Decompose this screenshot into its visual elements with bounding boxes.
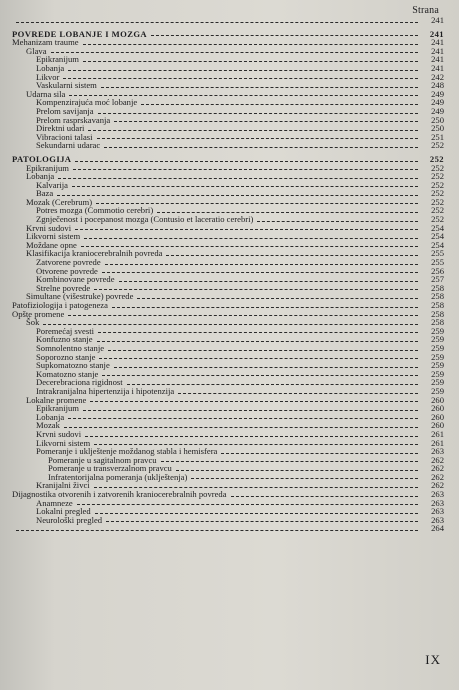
toc-page-number: 261: [431, 437, 444, 448]
toc-entry-title: Potres mozga (Commotio cerebri): [36, 205, 154, 216]
dot-leader: [127, 384, 418, 385]
toc-page-number: 250: [431, 123, 444, 134]
toc-page-number: 262: [431, 480, 444, 491]
toc-entry-title: Kalvarija: [36, 179, 68, 190]
toc-page-number: 249: [431, 105, 444, 116]
toc-entry-title: Likvorni sistem: [26, 231, 81, 242]
toc-page-number: 260: [431, 420, 444, 431]
dot-leader: [95, 513, 418, 514]
toc-entry: [12, 38, 444, 47]
toc-page-number: 252: [431, 214, 444, 225]
dot-leader: [257, 221, 418, 222]
toc-page-number: 258: [431, 300, 444, 310]
toc-page-number: 252: [431, 162, 444, 173]
toc-page-number: 262: [431, 463, 444, 474]
toc-entry-title: Kompenzirajuća moć lobanje: [36, 97, 138, 108]
toc-section-heading: [12, 155, 444, 164]
toc-entry-title: Epikranijum: [26, 162, 69, 173]
dot-leader: [98, 332, 418, 333]
dot-leader: [101, 87, 418, 88]
toc-page-number: 257: [431, 274, 444, 285]
toc-entry: [12, 55, 444, 64]
toc-entry-title: Udarna sila: [26, 88, 66, 99]
toc-entry-title: Klasifikacija kraniocerebralnih povreda: [26, 248, 163, 259]
dot-leader: [58, 178, 418, 179]
toc-entry: [12, 172, 444, 181]
toc-page-number: 241: [431, 54, 444, 65]
toc-page-number: 252: [431, 171, 444, 182]
toc-page-number: 263: [431, 514, 444, 525]
toc-entry-title: Epikranijum: [36, 54, 79, 65]
dot-leader: [119, 281, 418, 282]
toc-page-number: 258: [431, 308, 444, 319]
dot-leader: [69, 95, 418, 96]
toc-page-number: 254: [431, 239, 444, 250]
dot-leader: [114, 367, 418, 368]
toc-entry-title: Glava: [26, 45, 47, 56]
dot-leader: [73, 169, 418, 170]
dot-leader: [88, 130, 418, 131]
toc-entry-title: Lokalni pregled: [36, 506, 91, 517]
toc-page-number: 249: [431, 97, 444, 108]
toc-page-number: 258: [431, 291, 444, 302]
toc-entry-title: Supkomatozno stanje: [36, 360, 110, 371]
dot-leader: [97, 341, 418, 342]
toc-entry-title: Intrakranijalna hipertenzija i hipotenzija: [36, 385, 175, 396]
dot-leader: [166, 255, 418, 256]
dot-leader: [75, 229, 418, 230]
dot-leader: [77, 504, 418, 505]
dot-leader: [151, 35, 418, 36]
toc-page-number: 259: [431, 334, 444, 345]
page-column-header: Strana: [412, 5, 439, 16]
toc-entry-title: Strelne povrede: [36, 282, 91, 293]
toc-entry-title: Likvorni sistem: [36, 437, 91, 448]
dot-leader: [102, 375, 418, 376]
toc-page-number: 255: [431, 257, 444, 268]
toc-page-number: 263: [431, 446, 444, 457]
dot-leader: [161, 461, 418, 462]
toc-page-number: 241: [429, 28, 444, 39]
toc-page-number: 262: [431, 471, 444, 482]
toc-page-number: 258: [431, 317, 444, 328]
toc-entry: [12, 181, 444, 190]
toc-entry-title: Patofiziologija i patogeneza: [12, 300, 108, 310]
toc-entry-title: Lobanja: [26, 171, 55, 182]
dot-leader: [94, 289, 418, 290]
toc-entry-title: Soporozno stanje: [36, 351, 96, 362]
toc-entry-title: Lokalne promene: [26, 394, 87, 405]
toc-page-number: 260: [431, 403, 444, 414]
dot-leader: [84, 238, 418, 239]
dot-leader: [94, 487, 418, 488]
dot-leader: [72, 186, 418, 187]
toc-page-number: 264: [431, 523, 444, 534]
toc-entry-title: Prelom rasprskavanja: [36, 114, 111, 125]
toc-page-number: 248: [431, 80, 444, 91]
dot-leader: [157, 212, 418, 213]
toc-entry: [12, 81, 444, 90]
toc-entry-title: Zgnječenost i pocepanost mozga (Contusio et laceratio cerebri): [36, 214, 254, 225]
toc-page-number: 256: [431, 265, 444, 276]
toc-entry: [12, 215, 444, 224]
toc-page-number: 259: [431, 385, 444, 396]
dot-leader: [137, 298, 418, 299]
dot-leader: [68, 315, 418, 316]
toc-page-number: 249: [431, 88, 444, 99]
toc-page-number: 251: [431, 131, 444, 142]
dot-leader: [99, 358, 418, 359]
toc-entry-title: Konfuzno stanje: [36, 334, 93, 345]
toc-page-number: 254: [431, 231, 444, 242]
toc-entry-title: PATOLOGIJA: [12, 153, 72, 164]
toc-entry: [12, 64, 444, 73]
toc-page-number: 263: [431, 497, 444, 508]
toc-entry: [12, 141, 444, 150]
toc-entry-title: Lobanja: [36, 62, 65, 73]
toc-entry-title: Neurološki pregled: [36, 514, 103, 525]
toc-page-number: 258: [431, 282, 444, 293]
dot-leader: [178, 393, 418, 394]
dot-leader: [85, 436, 418, 437]
toc-page-number: 259: [431, 377, 444, 388]
toc-entry-title: Mozak: [36, 420, 60, 431]
toc-entry-title: Anamneze: [36, 497, 73, 508]
toc-page-number: 252: [431, 196, 444, 207]
toc-entry-title: Somnolentno stanje: [36, 342, 105, 353]
toc-entry: [12, 516, 444, 525]
toc-entry-title: Prelom savijanja: [36, 105, 94, 116]
toc-entry-title: Decerebraciona rigidnost: [36, 377, 123, 388]
dot-leader: [231, 496, 418, 497]
dot-leader: [176, 470, 418, 471]
toc-page-number: 241: [431, 37, 444, 48]
dot-leader: [43, 324, 418, 325]
toc-page-number: 252: [431, 205, 444, 216]
toc-entry-title: Opšte promene: [12, 308, 65, 319]
toc-entry: [12, 404, 444, 413]
toc-page-number: 241: [431, 45, 444, 56]
toc-page-number: 260: [431, 394, 444, 405]
dot-leader: [96, 203, 418, 204]
toc-entry-title: Pomeranje u transverzalnom pravcu: [48, 463, 172, 474]
toc-page-number: 241: [431, 15, 444, 25]
dot-leader: [90, 401, 418, 402]
toc-entry-title: Sekundarni udarac: [36, 140, 101, 151]
dot-leader: [68, 70, 418, 71]
dot-leader: [51, 52, 418, 53]
toc-page-number: 252: [431, 179, 444, 190]
dot-leader: [83, 61, 418, 62]
toc-entry-title: Zatvorene povrede: [36, 257, 101, 268]
dot-leader: [112, 307, 418, 308]
dot-leader: [106, 521, 418, 522]
toc-entry: [12, 16, 444, 25]
toc-entry-title: Krvni sudovi: [36, 428, 82, 439]
dot-leader: [98, 113, 418, 114]
toc-entry-title: Lobanja: [36, 411, 65, 422]
toc-page-number: 252: [431, 188, 444, 199]
toc-page-number: 259: [431, 351, 444, 362]
dot-leader: [114, 121, 418, 122]
dot-leader: [64, 427, 418, 428]
toc-entry-title: Infratentorijalna pomeranja (uklještenja): [48, 471, 188, 482]
toc-entry: [12, 413, 444, 422]
dot-leader: [105, 264, 418, 265]
toc-entry-title: Epikranijum: [36, 403, 79, 414]
toc-page-number: 250: [431, 114, 444, 125]
toc-page-number: 259: [431, 342, 444, 353]
toc-page-number: 259: [431, 325, 444, 336]
toc-page-number: 252: [431, 140, 444, 151]
table-of-contents: [12, 16, 444, 533]
toc-entry-title: Komatozno stanje: [36, 368, 99, 379]
toc-entry-title: Krvni sudovi: [26, 222, 72, 233]
toc-entry-title: Vibracioni talasi: [36, 131, 93, 142]
toc-entry-title: POVREDE LOBANJE I MOZGA: [12, 28, 148, 39]
toc-page-number: 254: [431, 222, 444, 233]
toc-page-number: 261: [431, 428, 444, 439]
dot-leader: [104, 147, 418, 148]
toc-entry: [12, 164, 444, 173]
dot-leader: [102, 272, 418, 273]
dot-leader: [75, 161, 418, 162]
dot-leader: [97, 138, 418, 139]
dot-leader: [68, 418, 418, 419]
page-folio: IX: [425, 652, 441, 667]
toc-page-number: 242: [431, 71, 444, 82]
toc-entry-title: Mozak (Cerebrum): [26, 196, 93, 207]
dot-leader: [16, 22, 418, 23]
toc-entry: [12, 301, 444, 310]
toc-entry-title: Poremećaj svesti: [36, 325, 94, 336]
toc-page-number: 263: [431, 489, 444, 500]
dot-leader: [83, 44, 418, 45]
toc-page-number: 255: [431, 248, 444, 259]
toc-entry-title: Likvor: [36, 71, 60, 82]
toc-page-number: 259: [431, 360, 444, 371]
toc-entry-title: Simultane (višestruke) povrede: [26, 291, 134, 302]
toc-entry: [12, 490, 444, 499]
toc-entry-title: Pomeranje u sagitalnom pravcu: [48, 454, 157, 465]
toc-entry: [12, 524, 444, 533]
toc-entry-title: Kranijalni živci: [36, 480, 90, 491]
dot-leader: [94, 444, 418, 445]
dot-leader: [81, 246, 418, 247]
toc-page-number: 259: [431, 368, 444, 379]
dot-leader: [63, 78, 418, 79]
toc-entry-title: Otvorene povrede: [36, 265, 98, 276]
toc-entry-title: Mehanizam traume: [12, 37, 79, 48]
dot-leader: [57, 195, 418, 196]
dot-leader: [108, 350, 418, 351]
toc-entry-title: Moždane opne: [26, 239, 77, 250]
toc-entry: [12, 310, 444, 319]
toc-entry-title: Šok: [26, 317, 40, 328]
toc-page-number: 252: [429, 153, 444, 164]
dot-leader: [141, 104, 418, 105]
toc-page-number: 263: [431, 506, 444, 517]
toc-entry-title: Pomeranje i uklještenje moždanog stabla i hemisfera: [36, 446, 218, 457]
toc-page-number: 262: [431, 454, 444, 465]
dot-leader: [191, 478, 418, 479]
dot-leader: [221, 453, 418, 454]
toc-entry-title: Baza: [36, 188, 54, 199]
dot-leader: [83, 410, 418, 411]
toc-entry-title: Direktni udari: [36, 123, 85, 134]
dot-leader: [16, 530, 418, 531]
toc-entry-title: Vaskularni sistem: [36, 80, 97, 91]
toc-page-number: 260: [431, 411, 444, 422]
toc-entry-title: Dijagnostika otvorenih i zatvorenih kraniocerebralnih povreda: [12, 489, 227, 500]
toc-page-number: 241: [431, 62, 444, 73]
toc-entry-title: Kombinovane povrede: [36, 274, 115, 285]
